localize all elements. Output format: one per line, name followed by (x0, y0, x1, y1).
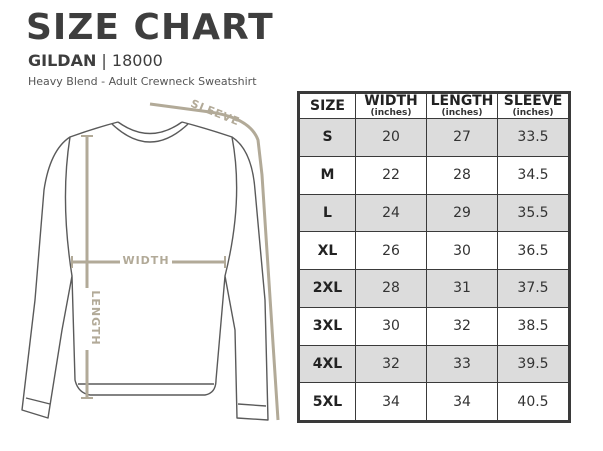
size-table (299, 93, 569, 421)
width-cell: 22 (356, 156, 427, 194)
length-cell: 32 (427, 307, 498, 345)
sleeve-cell: 40.5 (498, 383, 569, 421)
sleeve-cell: 37.5 (498, 270, 569, 308)
table-row (300, 119, 569, 157)
table-row (300, 194, 569, 232)
table-row (300, 383, 569, 421)
table-row (300, 345, 569, 383)
width-cell: 34 (356, 383, 427, 421)
length-cell: 31 (427, 270, 498, 308)
measurement-lines (72, 104, 278, 420)
header-length: LENGTH (inches) (427, 94, 498, 119)
size-table-container (297, 91, 571, 423)
width-cell: 24 (356, 194, 427, 232)
length-cell: 33 (427, 345, 498, 383)
sleeve-cell: 33.5 (498, 119, 569, 157)
size-cell: 5XL (300, 383, 356, 421)
sweatshirt-outline (22, 122, 268, 420)
brand-separator: | (96, 51, 112, 70)
table-row (300, 156, 569, 194)
width-cell: 28 (356, 270, 427, 308)
sleeve-cell: 35.5 (498, 194, 569, 232)
length-cell: 28 (427, 156, 498, 194)
width-cell: 26 (356, 232, 427, 270)
brand-name: GILDAN (28, 51, 97, 70)
header-width: WIDTH (inches) (356, 94, 427, 119)
length-cell: 30 (427, 232, 498, 270)
table-row (300, 232, 569, 270)
width-cell: 32 (356, 345, 427, 383)
size-cell: XL (300, 232, 356, 270)
product-subtitle: Heavy Blend - Adult Crewneck Sweatshirt (28, 75, 257, 88)
sleeve-label: SLEEVE (188, 96, 242, 129)
size-cell: 4XL (300, 345, 356, 383)
length-cell: 34 (427, 383, 498, 421)
sleeve-cell: 38.5 (498, 307, 569, 345)
header-size: SIZE (300, 94, 356, 119)
page-title: SIZE CHART (26, 7, 274, 48)
width-cell: 30 (356, 307, 427, 345)
model-number: 18000 (111, 51, 163, 70)
size-cell: 3XL (300, 307, 356, 345)
width-cell: 20 (356, 119, 427, 157)
size-cell: S (300, 119, 356, 157)
sleeve-cell: 34.5 (498, 156, 569, 194)
table-header-row (300, 94, 569, 119)
size-cell: 2XL (300, 270, 356, 308)
header-sleeve: SLEEVE (inches) (498, 94, 569, 119)
sleeve-cell: 39.5 (498, 345, 569, 383)
length-cell: 29 (427, 194, 498, 232)
sleeve-cell: 36.5 (498, 232, 569, 270)
table-row (300, 270, 569, 308)
sweatshirt-diagram (0, 0, 300, 451)
length-cell: 27 (427, 119, 498, 157)
size-cell: L (300, 194, 356, 232)
table-row (300, 307, 569, 345)
size-cell: M (300, 156, 356, 194)
width-label: WIDTH (122, 254, 170, 267)
length-label: LENGTH (89, 290, 102, 346)
